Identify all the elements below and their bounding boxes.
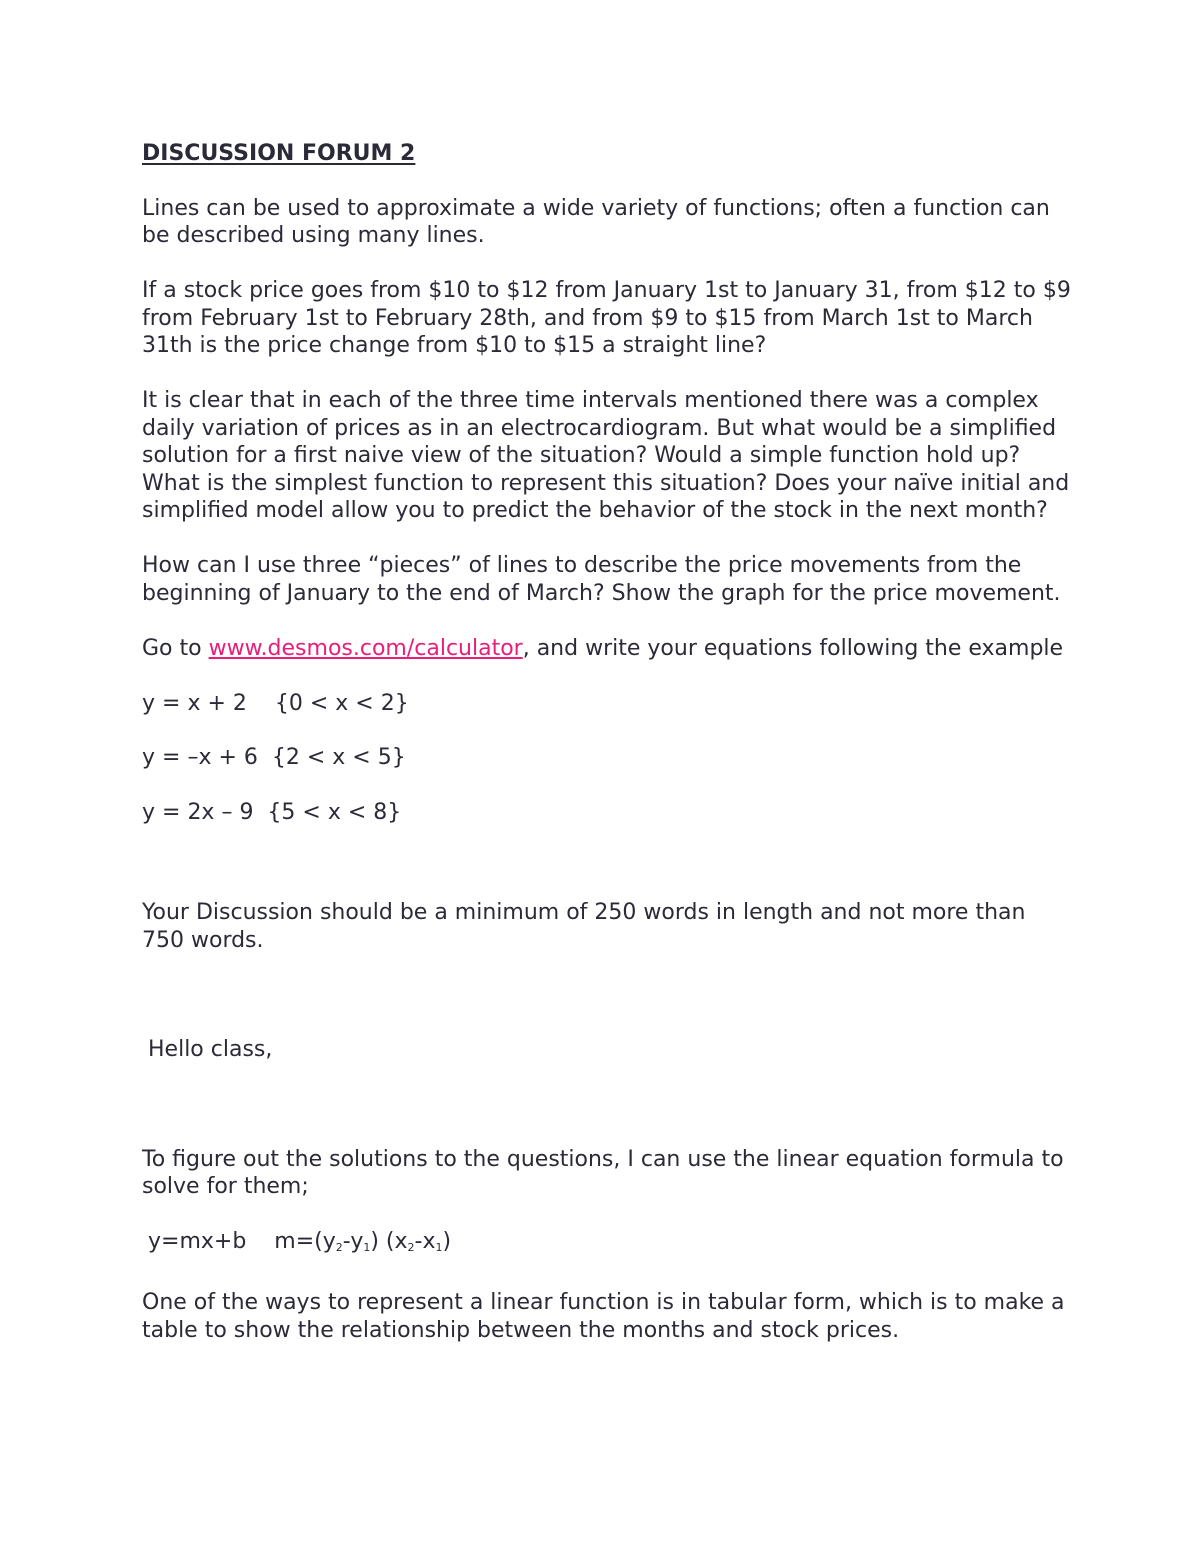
- line-equation: y=mx+b: [148, 1229, 247, 1254]
- equation-3: y = 2x – 9 {5 < x < 8}: [142, 799, 402, 825]
- equation-2: y = –x + 6 {2 < x < 5}: [142, 745, 406, 770]
- desmos-instruction-paragraph: [142, 635, 1072, 663]
- formula-line: [142, 1228, 1072, 1262]
- document-page: [142, 140, 1072, 1372]
- instruction-suffix: , and write your equations following the example: [522, 635, 1064, 661]
- greeting: Hello class,: [148, 1036, 273, 1062]
- desmos-link[interactable]: www.desmos.com/calculator: [208, 635, 523, 661]
- equation-1: y = x + 2 {0 < x < 2}: [142, 690, 409, 716]
- tabular-form-paragraph: One of the ways to represent a linear function is in tabular form, which is to make a table to show the relationship between the months and stock prices.: [142, 1290, 1065, 1343]
- solution-intro-paragraph: To figure out the solutions to the questions, I can use the linear equation formula to solve for them;: [142, 1146, 1064, 1199]
- pieces-question-paragraph: How can I use three “pieces” of lines to describe the price movements from the beginning of January to the end of March? Show the graph for the price movement.: [142, 553, 1061, 606]
- stock-question-paragraph: If a stock price goes from $10 to $12 from January 1st to January 31, from $12 to $9 from February 1st to February 28th, and from $9 to $15 from March 1st to March 31th is the price change from $10 to $15 a straight line?: [142, 278, 1071, 358]
- length-requirement-paragraph: Your Discussion should be a minimum of 250 words in length and not more than 750 words.: [142, 900, 1026, 953]
- intro-paragraph: Lines can be used to approximate a wide variety of functions; often a function can be described using many lines.: [142, 195, 1050, 248]
- analysis-paragraph: It is clear that in each of the three time intervals mentioned there was a complex daily variation of prices as in an electrocardiogram. But what would be a simplified solution for a first naive view of the situation? Would a simple function hold up? What is the simplest function to represent this situation? Does your naïve initial and simplified model allow you to predict the behavior of the stock in the next month?: [142, 388, 1070, 523]
- slope-formula: $m=(y_2-y_1)$ $(x_2-x_1)$: [274, 1229, 452, 1254]
- document-title: DISCUSSION FORUM 2: [142, 141, 416, 166]
- instruction-prefix: Go to: [142, 635, 209, 661]
